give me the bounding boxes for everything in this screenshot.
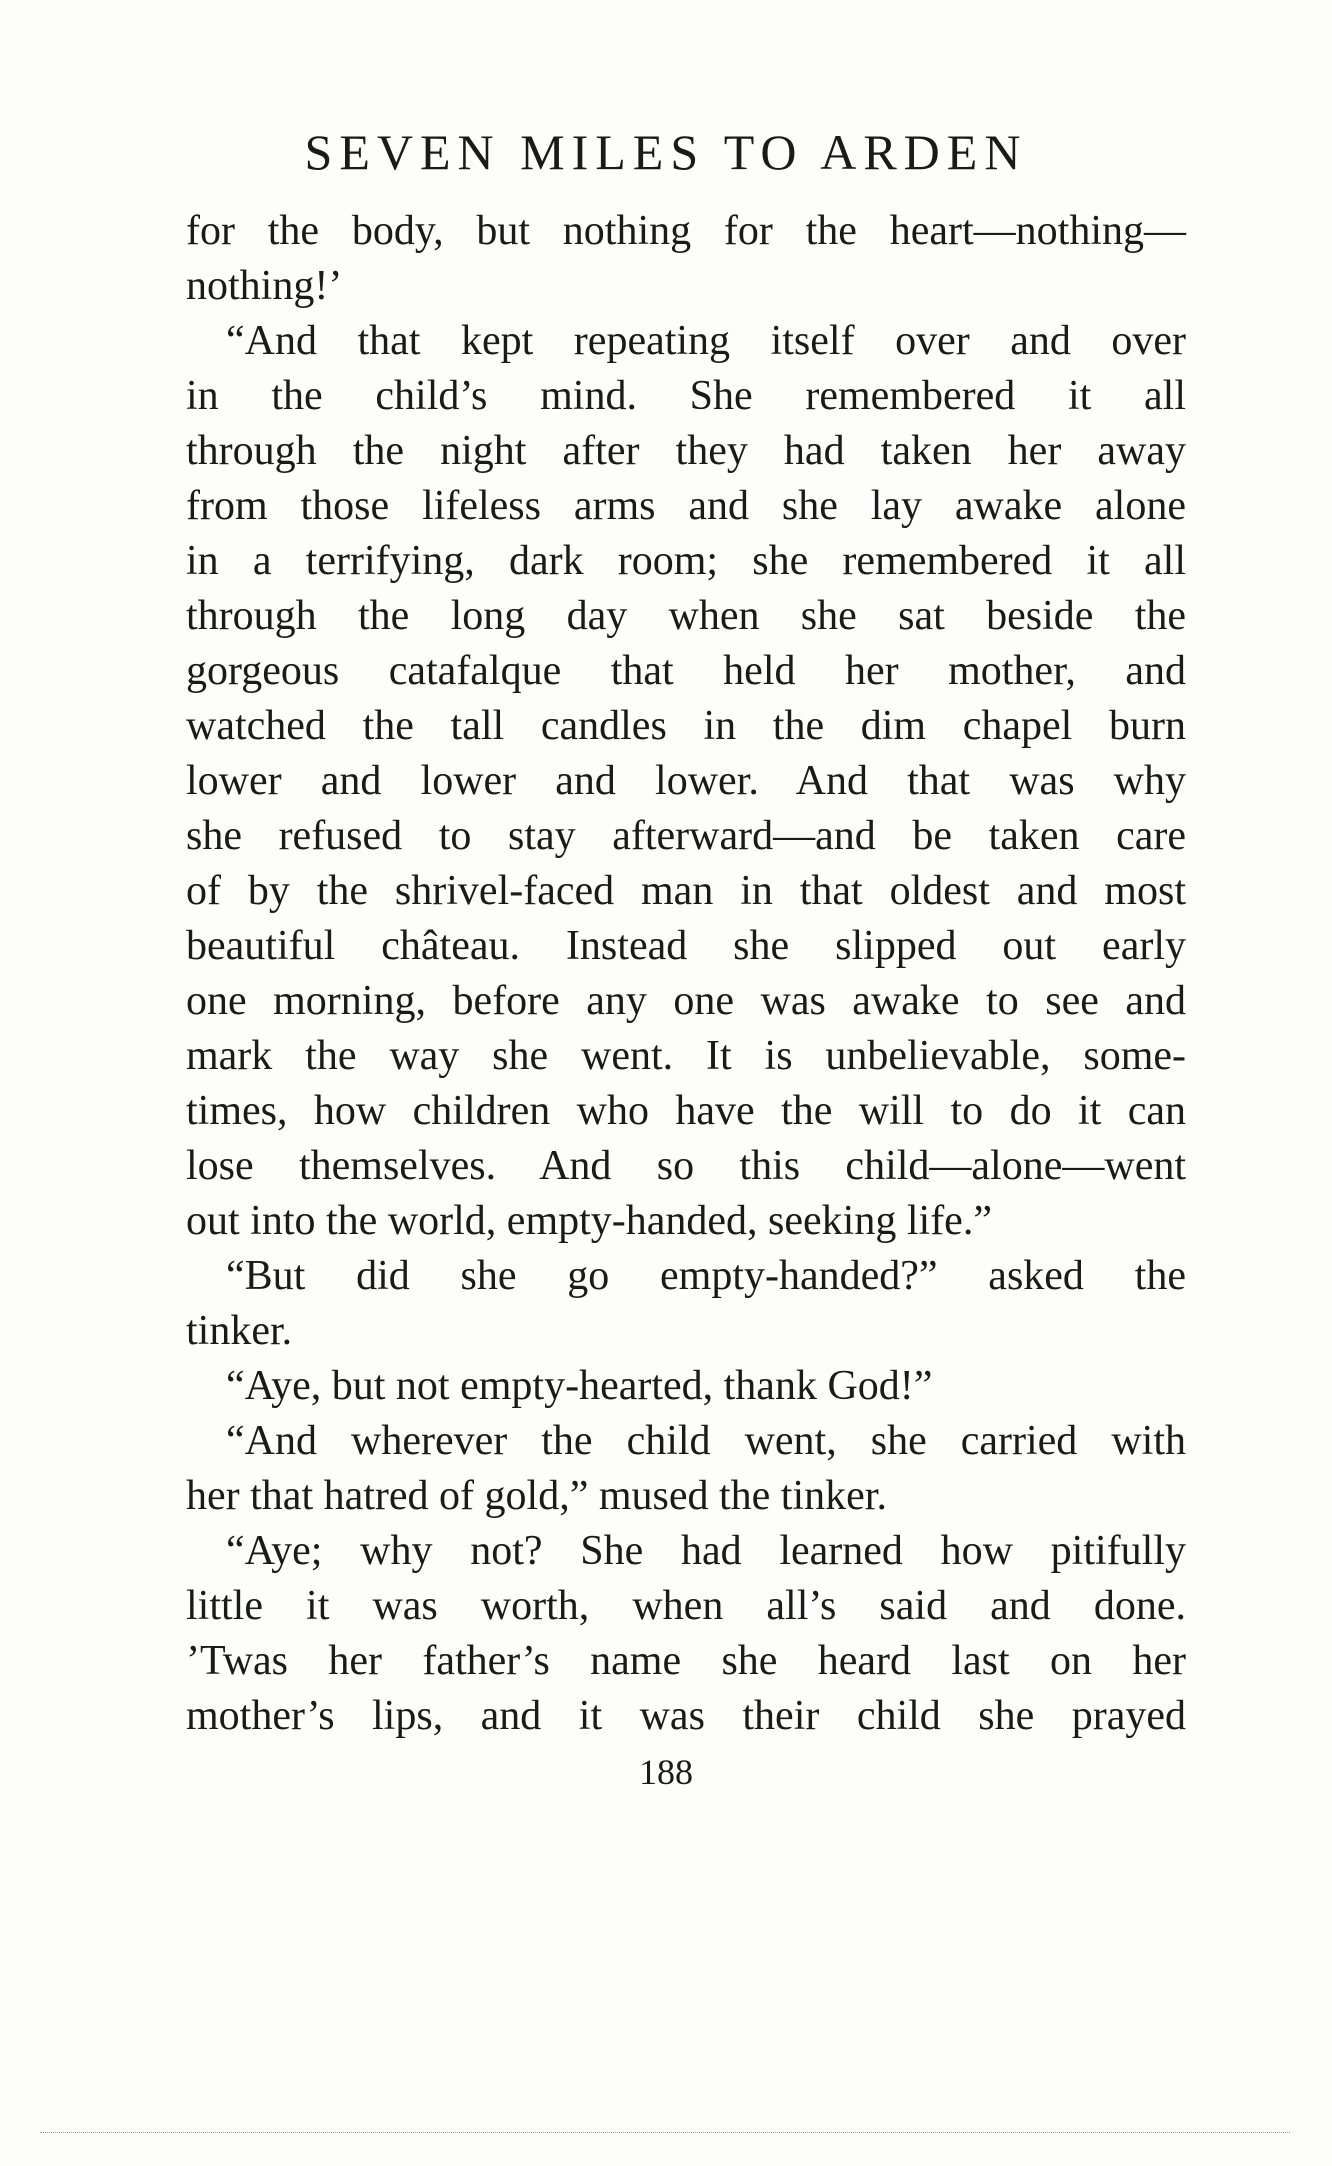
text-line: one morning, before any one was awake to see and — [186, 978, 1186, 1024]
text-line: “But did she go empty-handed?” asked the — [226, 1253, 1186, 1299]
page-edge-rule — [40, 2132, 1290, 2133]
text-line: from those lifeless arms and she lay awake alone — [186, 483, 1186, 529]
text-line: “And that kept repeating itself over and over — [226, 318, 1186, 364]
running-head: SEVEN MILES TO ARDEN — [304, 124, 1028, 180]
text-line: lower and lower and lower. And that was why — [186, 758, 1186, 804]
text-line: lose themselves. And so this child—alone—went — [186, 1143, 1186, 1189]
text-line: beautiful château. Instead she slipped out early — [186, 923, 1186, 969]
text-line: through the long day when she sat beside the — [186, 593, 1186, 639]
text-line: of by the shrivel-faced man in that oldest and most — [186, 868, 1186, 914]
text-line: ’Twas her father’s name she heard last on her — [186, 1638, 1186, 1684]
text-line: tinker. — [186, 1308, 293, 1354]
text-line: little it was worth, when all’s said and done. — [186, 1583, 1186, 1629]
text-line: in a terrifying, dark room; she remembered it all — [186, 538, 1186, 584]
text-line: for the body, but nothing for the heart—nothing— — [186, 208, 1186, 254]
text-line: her that hatred of gold,” mused the tinker. — [186, 1473, 887, 1519]
text-line: through the night after they had taken her away — [186, 428, 1186, 474]
text-line: “And wherever the child went, she carried with — [226, 1418, 1186, 1464]
text-line: “Aye; why not? She had learned how pitifully — [226, 1528, 1186, 1574]
text-line: “Aye, but not empty-hearted, thank God!” — [226, 1363, 933, 1409]
text-line: times, how children who have the will to do it can — [186, 1088, 1186, 1134]
body-text — [186, 204, 1186, 1744]
text-line: mother’s lips, and it was their child she prayed — [186, 1693, 1186, 1739]
text-line: she refused to stay afterward—and be taken care — [186, 813, 1186, 859]
text-line: mark the way she went. It is unbelievable, some- — [186, 1033, 1186, 1079]
text-line: gorgeous catafalque that held her mother, and — [186, 648, 1186, 694]
text-line: in the child’s mind. She remembered it all — [186, 373, 1186, 419]
text-line: watched the tall candles in the dim chapel burn — [186, 703, 1186, 749]
page-number: 188 — [639, 1752, 693, 1792]
text-line: nothing!’ — [186, 263, 343, 309]
text-line: out into the world, empty-handed, seeking life.” — [186, 1198, 992, 1244]
